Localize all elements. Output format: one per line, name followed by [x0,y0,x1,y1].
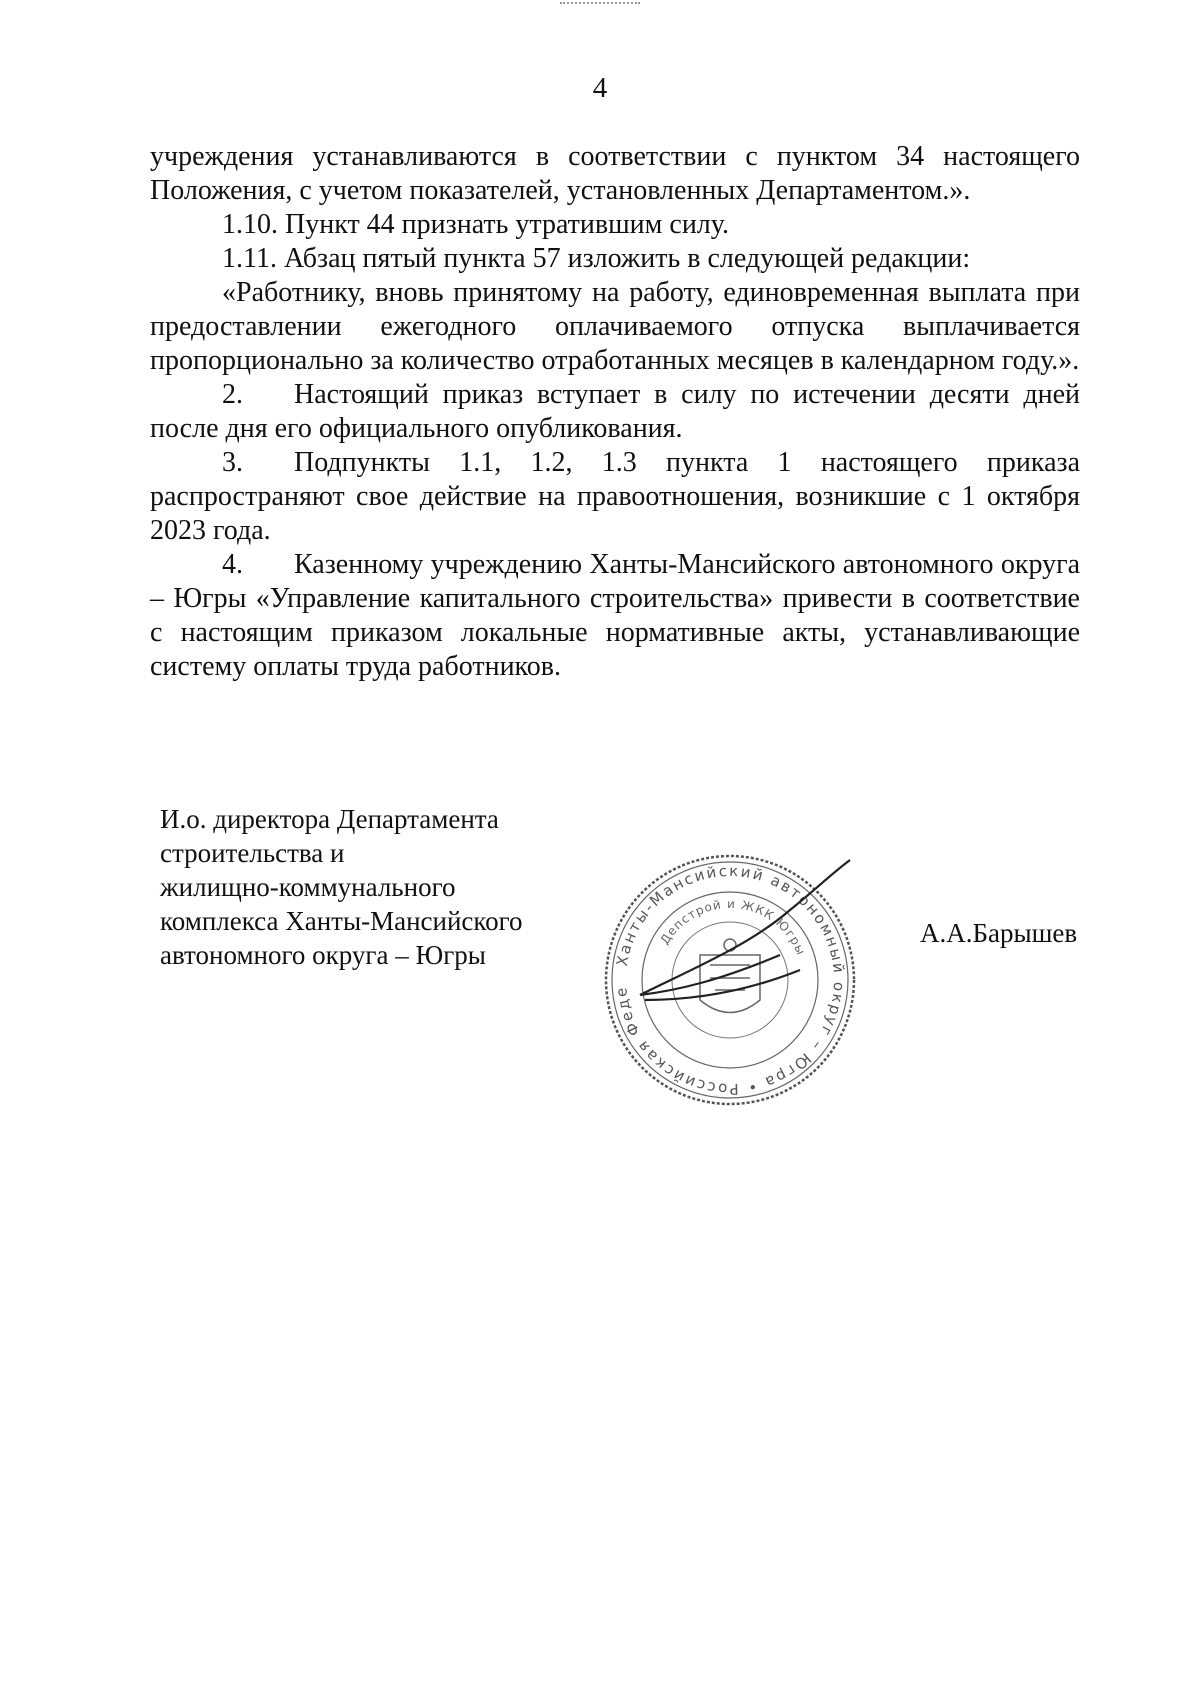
scan-artifact [560,2,640,10]
signatory-title-line: жилищно-коммунального [160,872,456,902]
item-number: 4. [222,549,243,580]
signatory-title-line: строительства и [160,838,345,868]
signatory-title-line: комплекса Ханты-Мансийского [160,906,523,936]
official-seal [600,850,860,1110]
item-4 [150,548,1080,684]
item-text: Подпункты 1.1, 1.2, 1.3 пункта 1 настоящего приказа распространяют свое действие на правоотношения, возникшие с 1 октября 2023 года. [150,447,1080,546]
item-number: 2. [222,379,243,410]
signatory-name: А.А.Барышев [920,918,1078,948]
seal-inner-text: Депстрой и ЖКК Югры [657,896,809,958]
seal-graphic [600,850,860,1110]
signatory-title-line: автономного округа – Югры [160,940,486,970]
seal-outer-text: Ханты-Мансийский автономный округ – Югра • Российская Феде [612,861,849,1099]
document-body [150,140,1080,684]
item-text: Казенному учреждению Ханты-Мансийского автономного округа – Югры «Управление капитального строительства» привести в соответствие с настоящим приказом локальные нормативные акты, устанавливающие систему оплаты труда работников. [150,549,1080,682]
signatory-title [160,802,523,972]
item-2 [150,378,1080,446]
page-number: 4 [592,72,608,104]
paragraph-1-10: 1.10. Пункт 44 признать утратившим силу. [222,209,729,240]
signatory-title-line: И.о. директора Департамента [160,804,499,834]
paragraph-1-11: 1.11. Абзац пятый пункта 57 изложить в следующей редакции: [222,243,971,274]
item-number: 3. [222,447,243,478]
paragraph-quote: «Работнику, вновь принятому на работу, единовременная выплата при предоставлении ежегодного оплачиваемого отпуска выплачивается пропорционально за количество отработанных месяцев в календарном году.». [150,277,1080,376]
item-text: Настоящий приказ вступает в силу по истечении десяти дней после дня его официального опубликования. [150,379,1080,444]
item-3 [150,446,1080,548]
paragraph-continuation: учреждения устанавливаются в соответствии с пунктом 34 настоящего Положения, с учетом показателей, установленных Департаментом.». [150,141,1080,206]
